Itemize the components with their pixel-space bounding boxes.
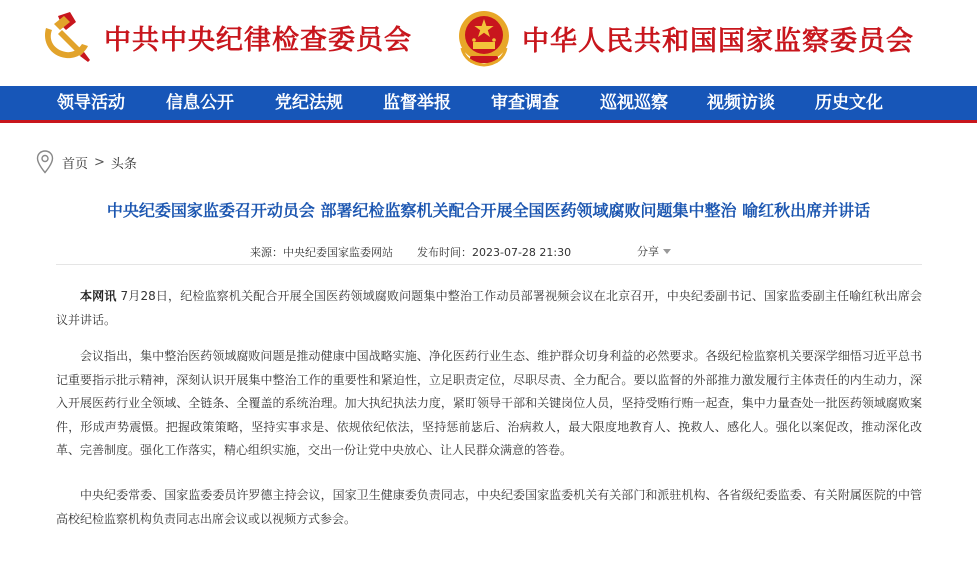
nav-item-leadership[interactable]: 领导活动 [57,93,125,113]
breadcrumb-current-link[interactable]: 头条 [110,156,137,172]
party-emblem-icon [36,8,94,66]
source-label: 来源： [250,246,283,259]
nav-item-info-disclosure[interactable]: 信息公开 [166,93,234,113]
breadcrumb [36,150,137,174]
publish-time-value: 2023-07-28 21:30 [472,245,572,259]
publish-time-label: 发布时间： [417,246,472,259]
article-meta [250,244,571,260]
national-emblem-icon [456,8,512,68]
share-button[interactable] [637,243,671,259]
article-paragraph [56,285,922,332]
location-pin-icon [36,150,54,174]
article-paragraph: 中央纪委常委、国家监委委员许罗德主持会议，国家卫生健康委负责同志，中央纪委国家监委机关有关部门和派驻机构、各省级纪委监委、有关附属医院的中管高校纪检监察机构负责同志出席会议或以视频方式参会。 [56,488,922,526]
meta-divider [56,264,922,265]
lead-label: 本网讯 [80,289,117,303]
ccdi-name: 中共中央纪律检查委员会 [104,24,412,56]
main-nav [0,86,977,123]
nsc-name: 中华人民共和国国家监察委员会 [522,25,914,57]
breadcrumb-separator: > [94,154,105,170]
source-value: 中央纪委国家监委网站 [283,246,393,259]
nav-item-report[interactable]: 监督举报 [383,93,451,113]
nav-item-party-regulations[interactable]: 党纪法规 [275,93,343,113]
share-label: 分享 [637,245,659,258]
article-title: 中央纪委国家监委召开动员会 部署纪检监察机关配合开展全国医药领域腐败问题集中整治 喻红秋出席并讲话 [106,201,871,220]
breadcrumb-home-link[interactable]: 首页 [62,156,89,172]
nav-item-history-culture[interactable]: 历史文化 [815,93,883,113]
nsc-brand[interactable] [456,8,914,68]
cc-ccdi-brand[interactable] [36,8,412,66]
article-paragraph: 会议指出，集中整治医药领域腐败问题是推动健康中国战略实施、净化医药行业生态、维护群众切身利益的必然要求。各级纪检监察机关要深学细悟习近平总书记重要指示批示精神，深刻认识开展集中整治工作的重要性和紧迫性，立足职责定位，尽职尽责、全力配合。要以监督的外部推力激发履行主体责任的内生动力，深入开展医药行业全领域、全链条、全覆盖的系统治理。加大执纪执法力度，紧盯领导干部和关键岗位人员，坚持受贿行贿一起查，集中力量查处一批医药领域腐败案件，形成声势震慑。把握政策策略，坚持实事求是、依规依纪依法，坚持惩前毖后、治病救人，最大限度地教育人、挽救人、感化人。强化以案促改，推动深化改革、完善制度。强化工作落实，精心组织实施，交出一份让党中央放心、让人民群众满意的答卷。 [56,349,922,457]
chevron-down-icon [663,249,671,254]
nav-item-investigation[interactable]: 审查调查 [491,93,559,113]
nav-item-inspection[interactable]: 巡视巡察 [600,93,668,113]
paragraph-1-text: 7月28日，纪检监察机关配合开展全国医药领域腐败问题集中整治工作动员部署视频会议在北京召开，中央纪委副书记、国家监委副主任喻红秋出席会议并讲话。 [56,289,922,327]
nav-item-video-interviews[interactable]: 视频访谈 [707,93,775,113]
site-header [0,0,977,86]
